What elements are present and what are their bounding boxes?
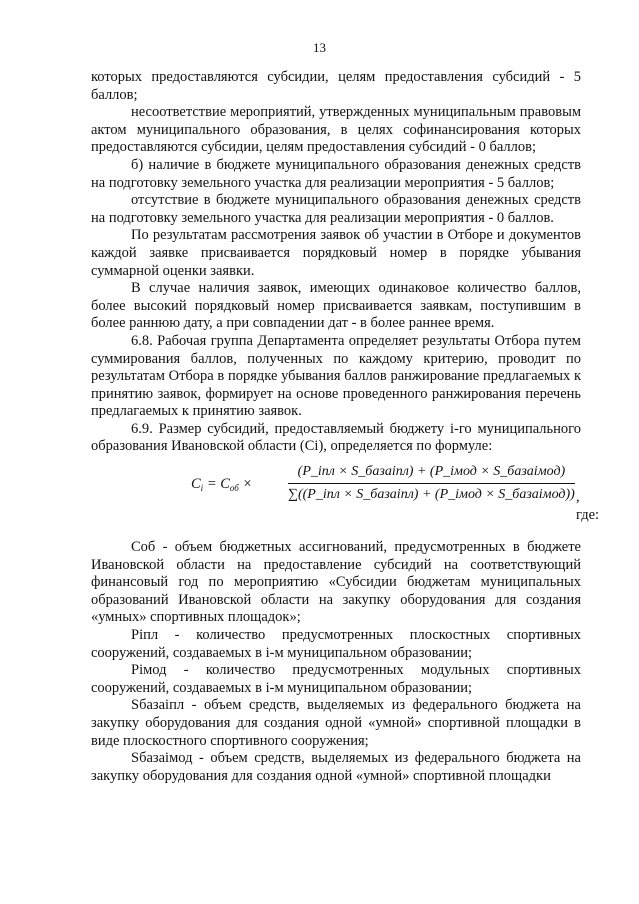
paragraph: В случае наличия заявок, имеющих одинаковое количество баллов, более высокий порядковый номер присваивается заявкам, поступившим в более раннюю дату, а при совпадении дат - в более раннее время.: [91, 280, 581, 332]
definition: Sбазаiпл - объем средств, выделяемых из федерального бюджета на закупку оборудования для создания одной «умной» спортивной площадки в виде плоскостного спортивного сооружения;: [91, 697, 581, 749]
formula-tail: , где:: [576, 489, 600, 523]
paragraph: отсутствие в бюджете муниципального образования денежных средств на подготовку земельного участка для реализации мероприятия - 0 баллов.: [91, 192, 581, 226]
paragraph: 6.8. Рабочая группа Департамента определяет результаты Отбора путем суммирования баллов, полученных по каждому критерию, проводит по результатам Отбора в порядке убывания баллов ранжирование предлагаемых к принятию заявок, формирует на основе проведенного ранжирования перечень предлагаемых к принятию заявок.: [91, 332, 581, 420]
definition: Sбазаiмод - объем средств, выделяемых из федерального бюджета на закупку оборудования для создания одной «умной» спортивной площадки: [91, 750, 581, 784]
definition: Piпл - количество предусмотренных плоскостных спортивных сооружений, создаваемых в i-м муниципальном образовании;: [91, 627, 581, 661]
subsidy-formula: [91, 463, 600, 523]
paragraph: 6.9. Размер субсидий, предоставляемый бюджету i-го муниципального образования Ивановской области (Ci), определяется по формуле:: [91, 420, 581, 455]
page-number: 13: [313, 40, 326, 55]
formula-fraction: [288, 463, 575, 503]
definition: Соб - объем бюджетных ассигнований, предусмотренных в бюджете Ивановской области на предоставление субсидий на соответствующий финансовый год по мероприятию «Субсидии бюджетам муниципальных образований Ивановской области на закупку оборудования для создания «умных» спортивных площадок»;: [91, 539, 581, 626]
paragraph: По результатам рассмотрения заявок об участии в Отборе и документов каждой заявке присваивается порядковый номер в порядке убывания суммарной оценки заявки.: [91, 227, 581, 279]
paragraph: которых предоставляются субсидии, целям предоставления субсидий - 5 баллов;: [91, 69, 581, 103]
formula-numerator: (P_iпл × S_базаiпл) + (P_iмод × S_базаiмод): [288, 463, 575, 484]
formula-lhs: $C_i = C_{об}$ ×: [191, 476, 253, 494]
document-body: [91, 69, 600, 785]
paragraph: б) наличие в бюджете муниципального образования денежных средств на подготовку земельного участка для реализации мероприятия - 5 баллов;: [91, 156, 581, 191]
paragraph: несоответствие мероприятий, утвержденных муниципальным правовым актом муниципального образования, в целях софинансирования которых предоставляются субсидии, целям предоставления субсидий - 0 баллов;: [91, 104, 581, 156]
definition: Piмод - количество предусмотренных модульных спортивных сооружений, создаваемых в i-м муниципальном образовании;: [91, 662, 581, 696]
formula-denominator: ∑((P_iпл × S_базаiпл) + (P_iмод × S_базаiмод)): [288, 486, 575, 502]
